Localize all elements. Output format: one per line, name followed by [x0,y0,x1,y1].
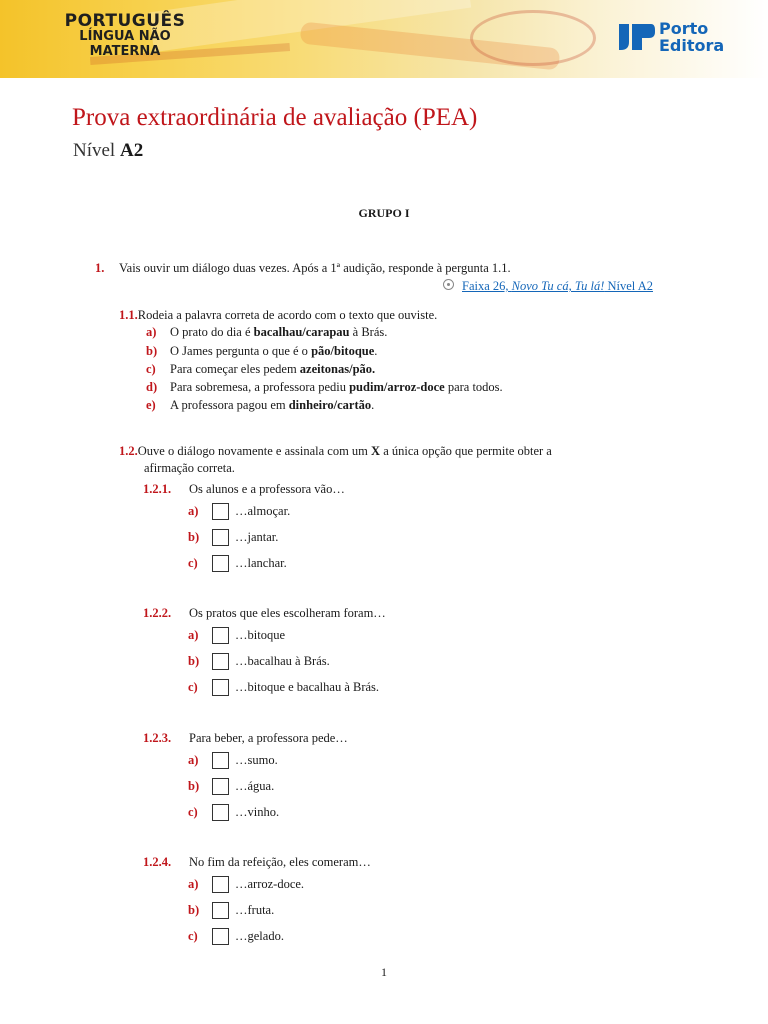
list-item [146,325,387,340]
subquestion-stem: 1.2.2. Os pratos que eles escolheram foram… [143,606,386,620]
item-text: Para sobremesa, a professora pediu [170,380,350,394]
option-letter: a) [188,628,199,642]
subquestion-stem: 1.2.3. Para beber, a professora pede… [143,731,348,745]
option-text: …sumo. [235,753,278,767]
answer-option [188,778,274,795]
word-choice[interactable]: pão/bitoque [311,344,375,358]
option-text: …lanchar. [235,556,287,570]
list-item [146,398,374,413]
answer-option [188,653,330,670]
level-value: A2 [119,140,144,161]
answer-checkbox[interactable] [212,902,229,919]
question-1-2: 1.2.Ouve o diálogo novamente e assinala com um X a única opção que permite obter a [119,444,552,458]
answer-checkbox[interactable] [212,778,229,795]
answer-checkbox[interactable] [212,876,229,893]
answer-checkbox[interactable] [212,503,229,520]
audio-track-anchor[interactable]: Faixa 26, Novo Tu cá, Tu lá! Nível A2 [462,279,653,293]
list-item [146,380,503,395]
option-letter: b) [146,344,158,358]
option-letter: a) [188,504,199,518]
answer-option [188,555,287,572]
question-1-1: 1.1.Rodeia a palavra correta de acordo com o texto que ouviste. [119,308,438,322]
option-letter: d) [146,380,158,394]
group-heading: GRUPO I [358,206,410,220]
answer-option [188,902,274,919]
option-text: …arroz-doce. [235,877,305,891]
answer-option [188,627,285,644]
answer-checkbox[interactable] [212,928,229,945]
option-letter: e) [146,398,156,412]
item-text-end: . [371,398,375,412]
option-letter: b) [188,903,200,917]
answer-checkbox[interactable] [212,679,229,696]
audio-disc-icon [443,279,454,290]
item-text: O James pergunta o que é o [170,344,312,358]
option-text: …gelado. [235,929,284,943]
answer-checkbox[interactable] [212,555,229,572]
word-choice[interactable]: dinheiro/cartão [288,398,372,412]
word-choice[interactable]: pudim/arroz-doce [349,380,445,394]
answer-option [188,529,278,546]
item-text-end: para todos. [444,380,503,394]
question-1: 1. Vais ouvir um diálogo duas vezes. Após a 1ª audição, responde à pergunta 1.1. [95,261,511,275]
audio-track-link[interactable] [443,279,653,294]
answer-option [188,503,290,520]
option-letter: a) [188,753,199,767]
answer-option [188,928,284,945]
list-item [146,344,377,359]
answer-option [188,679,379,696]
question-1-2-line2: afirmação correta. [144,461,235,475]
option-letter: c) [188,805,198,819]
option-text: …vinho. [235,805,280,819]
subquestion-stem: 1.2.1. Os alunos e a professora vão… [143,482,345,496]
option-letter: c) [146,362,156,376]
item-text-end: . [374,344,378,358]
answer-option [188,876,304,893]
option-text: …bitoque e bacalhau à Brás. [235,680,380,694]
option-letter: b) [188,779,200,793]
option-letter: b) [188,530,200,544]
option-letter: b) [188,654,200,668]
item-text-end: à Brás. [349,325,388,339]
word-choice[interactable]: bacalhau/carapau [253,325,350,339]
banner-decoration [470,10,596,66]
list-item [146,362,375,377]
option-text: …bitoque [235,628,285,642]
option-letter: a) [188,877,199,891]
answer-checkbox[interactable] [212,529,229,546]
option-text: …bacalhau à Brás. [235,654,330,668]
option-letter: c) [188,556,198,570]
item-text: O prato do dia é [170,325,254,339]
option-letter: c) [188,929,198,943]
portugues-lingua-nao-materna-logo: PORTUGUÊS LÍNGUA NÃO MATERNA [64,11,186,59]
subquestion-stem: 1.2.4. No fim da refeição, eles comeram… [143,855,371,869]
option-text: …almoçar. [235,504,291,518]
answer-checkbox[interactable] [212,627,229,644]
answer-checkbox[interactable] [212,653,229,670]
page-number: 1 [381,965,387,979]
option-text: …água. [235,779,275,793]
item-text: A professora pagou em [170,398,289,412]
answer-checkbox[interactable] [212,804,229,821]
porto-editora-mark-icon [617,22,657,52]
header-banner [0,0,768,78]
answer-option [188,804,279,821]
porto-editora-wordmark: Porto Editora [659,19,725,55]
level-subtitle: Nível A2 [73,140,144,161]
word-choice[interactable]: azeitonas/pão. [299,362,376,376]
option-text: …jantar. [235,530,279,544]
answer-checkbox[interactable] [212,752,229,769]
answer-option [188,752,278,769]
option-letter: a) [146,325,157,339]
option-text: …fruta. [235,903,275,917]
document-title: Prova extraordinária de avaliação (PEA) [72,104,478,131]
option-letter: c) [188,680,198,694]
item-text: Para começar eles pedem [170,362,300,376]
